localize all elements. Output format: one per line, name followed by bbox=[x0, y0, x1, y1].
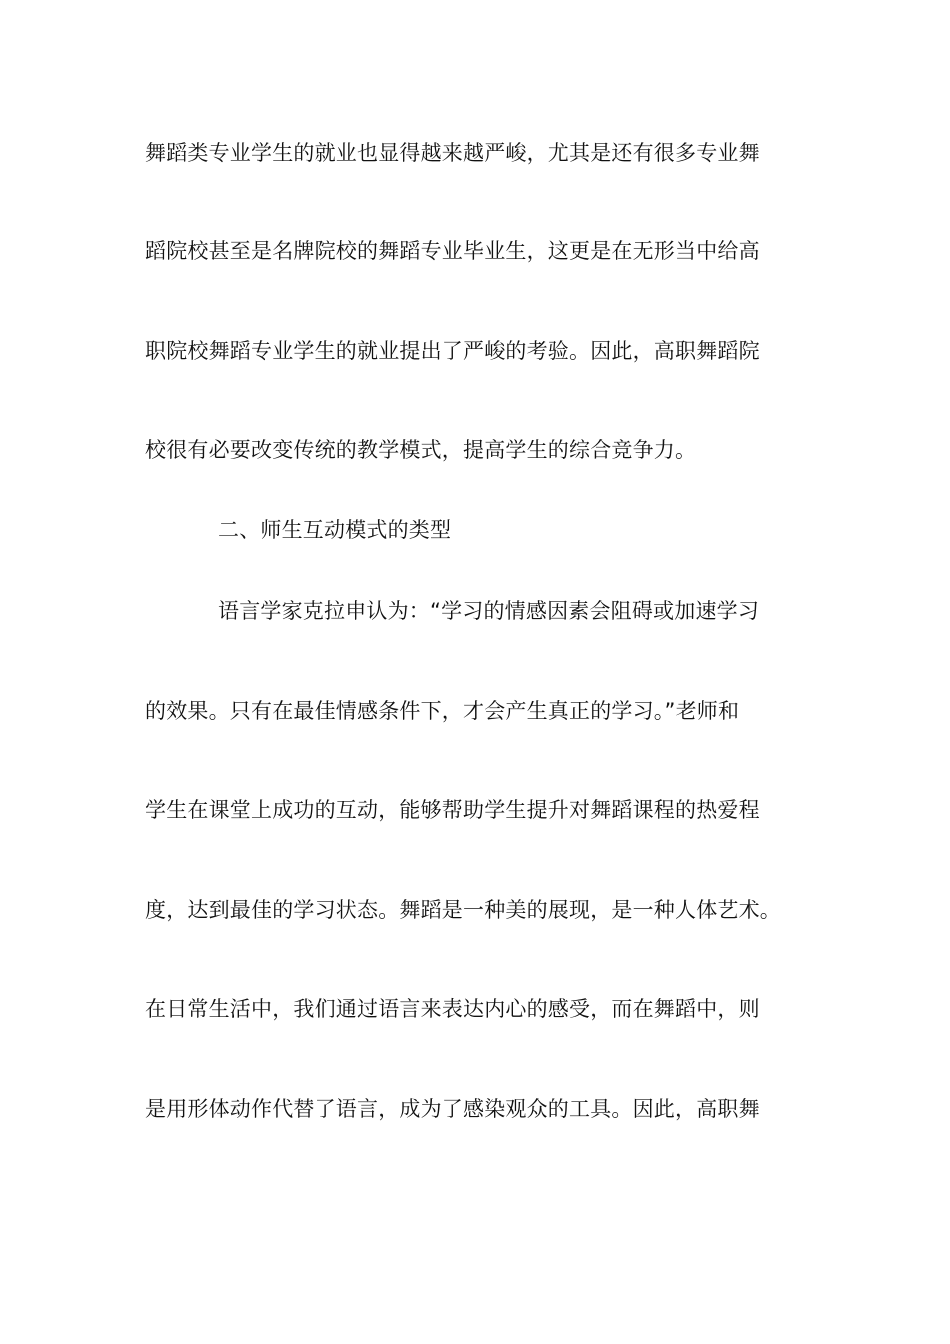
section-heading: 二、师生互动模式的类型 bbox=[218, 518, 452, 542]
paragraph-2-line-1: 语言学家克拉申认为：“学习的情感因素会阻碍或加速学习 bbox=[218, 599, 760, 623]
paragraph-2-line-6: 是用形体动作代替了语言，成为了感染观众的工具。因此，高职舞 bbox=[145, 1097, 760, 1121]
paragraph-1-line-2: 蹈院校甚至是名牌院校的舞蹈专业毕业生，这更是在无形当中给高 bbox=[145, 239, 760, 263]
paragraph-1-line-4: 校很有必要改变传统的教学模式，提高学生的综合竞争力。 bbox=[145, 438, 697, 462]
paragraph-2-line-3: 学生在课堂上成功的互动，能够帮助学生提升对舞蹈课程的热爱程 bbox=[145, 798, 760, 822]
paragraph-2-line-5: 在日常生活中，我们通过语言来表达内心的感受，而在舞蹈中，则 bbox=[145, 997, 760, 1021]
paragraph-1-line-3: 职院校舞蹈专业学生的就业提出了严峻的考验。因此，高职舞蹈院 bbox=[145, 339, 760, 363]
paragraph-1-line-1: 舞蹈类专业学生的就业也显得越来越严峻，尤其是还有很多专业舞 bbox=[145, 141, 760, 165]
paragraph-2-line-4: 度，达到最佳的学习状态。舞蹈是一种美的展现，是一种人体艺术。 bbox=[145, 898, 781, 922]
paragraph-2-line-2: 的效果。只有在最佳情感条件下，才会产生真正的学习。”老师和 bbox=[145, 699, 740, 723]
